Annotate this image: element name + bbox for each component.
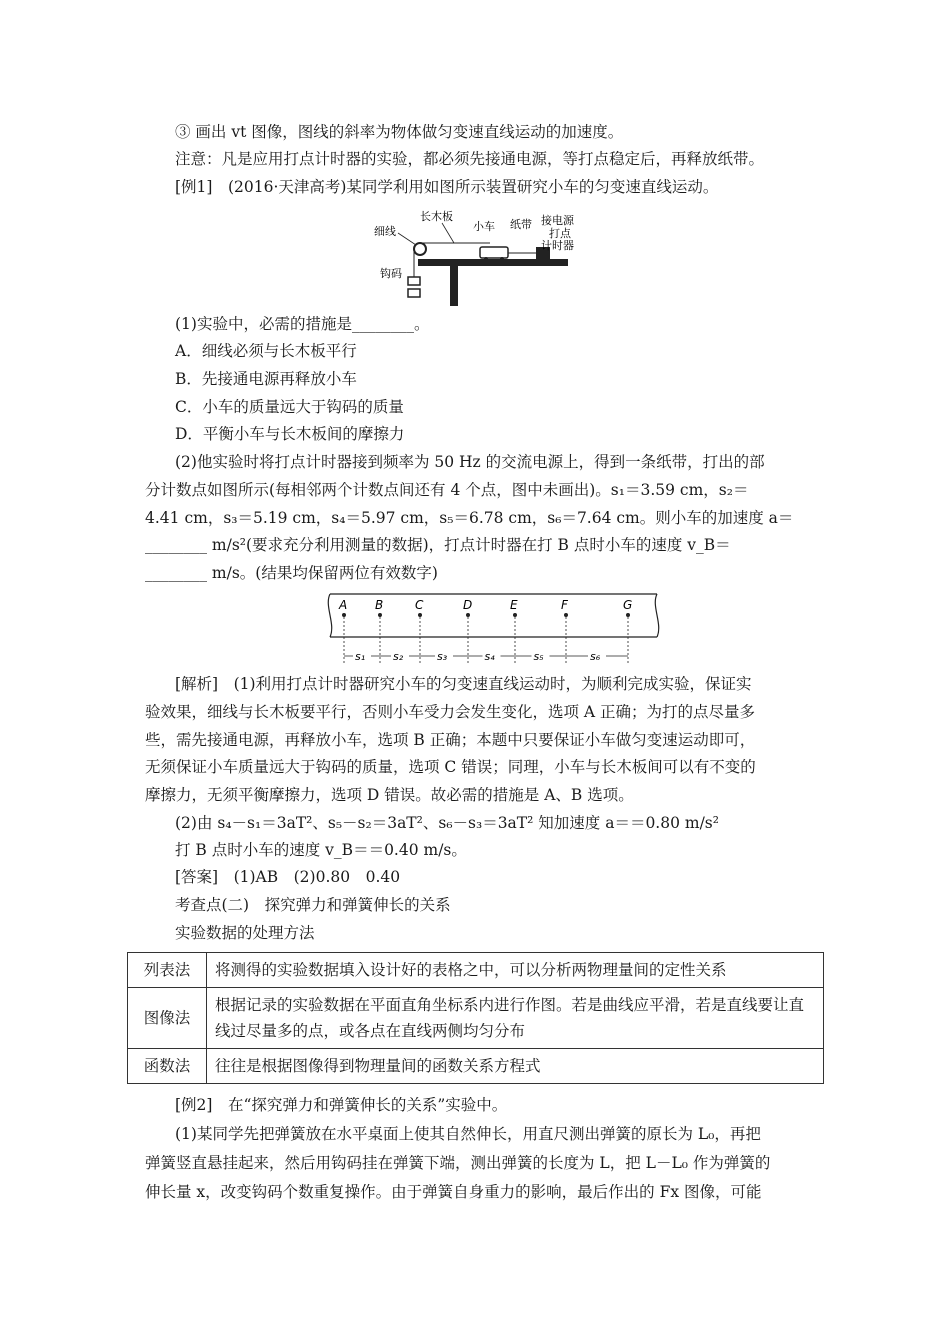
- tape-point-dot: [342, 613, 346, 617]
- tape-segment-label: s₁: [355, 650, 366, 663]
- tape-point-label: C: [415, 598, 424, 612]
- tape-segment-label: s₅: [533, 650, 544, 663]
- option-c: C．小车的质量远大于钩码的质量: [175, 398, 404, 416]
- tape-point-label: G: [623, 598, 633, 612]
- q1-prompt: (1)实验中，必需的措施是________。: [175, 315, 430, 333]
- q2-line-1: (2)他实验时将打点计时器接到频率为 50 Hz 的交流电源上，得到一条纸带，打出的部: [175, 453, 765, 471]
- example2-line-2: 弹簧竖直悬挂起来，然后用钩码挂在弹簧下端，测出弹簧的长度为 L，把 L－L₀ 作为弹簧的: [145, 1154, 771, 1172]
- cart: [480, 247, 508, 258]
- method-desc: 根据记录的实验数据在平面直角坐标系内进行作图。若是曲线应平滑，若是直线要让直线过尽量多的点，或各点在直线两侧均匀分布: [207, 988, 824, 1049]
- analysis-acceleration: (2)由 s₄－s₁＝3aT²、s₅－s₂＝3aT²、s₆－s₃＝3aT² 知加速度 a＝＝0.80 m/s²: [175, 814, 719, 832]
- label-cart: 小车: [473, 220, 495, 233]
- answer: [答案] (1)AB (2)0.80 0.40: [175, 868, 401, 886]
- leader-string: [398, 233, 416, 245]
- example2-line-3: 伸长量 x，改变钩码个数重复操作。由于弹簧自身重力的影响，最后作出的 Fx 图像，可能: [145, 1183, 762, 1201]
- q2-line-4: ________ m/s²(要求充分利用测量的数据)，打点计时器在打 B 点时小车的速度 v_B＝: [145, 536, 731, 554]
- intro-note: 注意：凡是应用打点计时器的实验，都必须先接通电源，等打点稳定后，再释放纸带。: [175, 150, 765, 168]
- table-row: [128, 1049, 824, 1084]
- example2-line-1: (1)某同学先把弹簧放在水平桌面上使其自然伸长，用直尺测出弹簧的原长为 L₀，再把: [175, 1125, 761, 1143]
- label-weight: 钩码: [380, 267, 402, 280]
- tape-point-dot: [513, 613, 517, 617]
- option-d: D．平衡小车与长木板间的摩擦力: [175, 425, 405, 443]
- tape-point-dot: [466, 613, 470, 617]
- tape-figure: [322, 592, 662, 672]
- label-string: 细线: [374, 225, 396, 238]
- intro-step3: ③ 画出 vt 图像，图线的斜率为物体做匀变速直线运动的加速度。: [175, 123, 624, 141]
- analysis-line-1: [解析] (1)利用打点计时器研究小车的匀变速直线运动时，为顺利完成实验，保证实: [175, 675, 752, 693]
- methods-table: [127, 952, 824, 1084]
- label-power: 接电源: [541, 214, 574, 227]
- tape-segment-label: s₄: [484, 650, 495, 663]
- tape-point-label: D: [463, 598, 473, 612]
- table-row: [128, 988, 824, 1049]
- tape-left-edge: [328, 594, 331, 637]
- option-b: B．先接通电源再释放小车: [175, 370, 357, 388]
- label-tape: 纸带: [510, 218, 532, 231]
- tape-point-label: A: [339, 598, 348, 612]
- option-a: A．细线必须与长木板平行: [175, 342, 357, 360]
- analysis-line-5: 摩擦力，无须平衡摩擦力，选项 D 错误。故必需的措施是 A、B 选项。: [145, 786, 634, 804]
- cart-wheel-1: [484, 257, 488, 261]
- analysis-velocity: 打 B 点时小车的速度 v_B＝＝0.40 m/s。: [175, 841, 467, 859]
- cart-wheel-2: [500, 257, 504, 261]
- label-dot: 打点: [549, 227, 571, 240]
- method-desc: 往往是根据图像得到物理量间的函数关系方程式: [207, 1049, 824, 1084]
- tape-point-dot: [418, 613, 422, 617]
- q2-line-2: 分计数点如图所示(每相邻两个计数点间还有 4 个点，图中未画出)。s₁＝3.59 cm，s₂＝: [145, 481, 749, 499]
- tape-point-dot: [378, 613, 382, 617]
- leader-board: [442, 223, 454, 243]
- method-desc: 将测得的实验数据填入设计好的表格之中，可以分析两物理量间的定性关系: [207, 953, 824, 988]
- analysis-line-4: 无须保证小车质量远大于钩码的质量，选项 C 错误；同理，小车与长木板间可以有不变的: [145, 758, 756, 776]
- weight-1: [408, 277, 420, 285]
- table-row: [128, 953, 824, 988]
- tape-point-label: F: [561, 598, 568, 612]
- tape-segment-label: s₂: [393, 650, 404, 663]
- apparatus-figure: [370, 207, 580, 307]
- example1-header: [例1] (2016·天津高考)某同学利用如图所示装置研究小车的匀变速直线运动。: [175, 178, 719, 196]
- weight-2: [408, 289, 420, 297]
- example2-header: [例2] 在“探究弹力和弹簧伸长的关系”实验中。: [175, 1096, 508, 1114]
- tape-right-edge: [655, 594, 658, 637]
- method-name: 函数法: [128, 1049, 207, 1084]
- long-board: [418, 259, 568, 266]
- method-name: 列表法: [128, 953, 207, 988]
- section2-title: 考查点(二) 探究弹力和弹簧伸长的关系: [175, 896, 451, 914]
- tape-segment-label: s₆: [590, 650, 601, 663]
- analysis-line-3: 些，需先接通电源，再释放小车，选项 B 正确；本题中只要保证小车做匀变速运动即可，: [145, 731, 756, 749]
- label-board: 长木板: [420, 210, 453, 223]
- tape-point-dot: [626, 613, 630, 617]
- q2-line-5: ________ m/s。(结果均保留两位有效数字): [145, 564, 438, 582]
- section2-subtitle: 实验数据的处理方法: [175, 924, 315, 942]
- label-timer: 计时器: [541, 239, 574, 252]
- q2-line-3: 4.41 cm，s₃＝5.19 cm，s₄＝5.97 cm，s₅＝6.78 cm，s₆＝7.64 cm。则小车的加速度 a＝: [145, 509, 794, 527]
- analysis-line-2: 验效果，细线与长木板要平行，否则小车受力会发生变化，选项 A 正确；为打的点尽量多: [145, 703, 756, 721]
- method-name: 图像法: [128, 988, 207, 1049]
- tape-point-dot: [564, 613, 568, 617]
- tape-segment-label: s₃: [437, 650, 448, 663]
- table-leg: [450, 266, 458, 306]
- tape-point-label: B: [375, 598, 384, 612]
- tape-point-label: E: [510, 598, 518, 612]
